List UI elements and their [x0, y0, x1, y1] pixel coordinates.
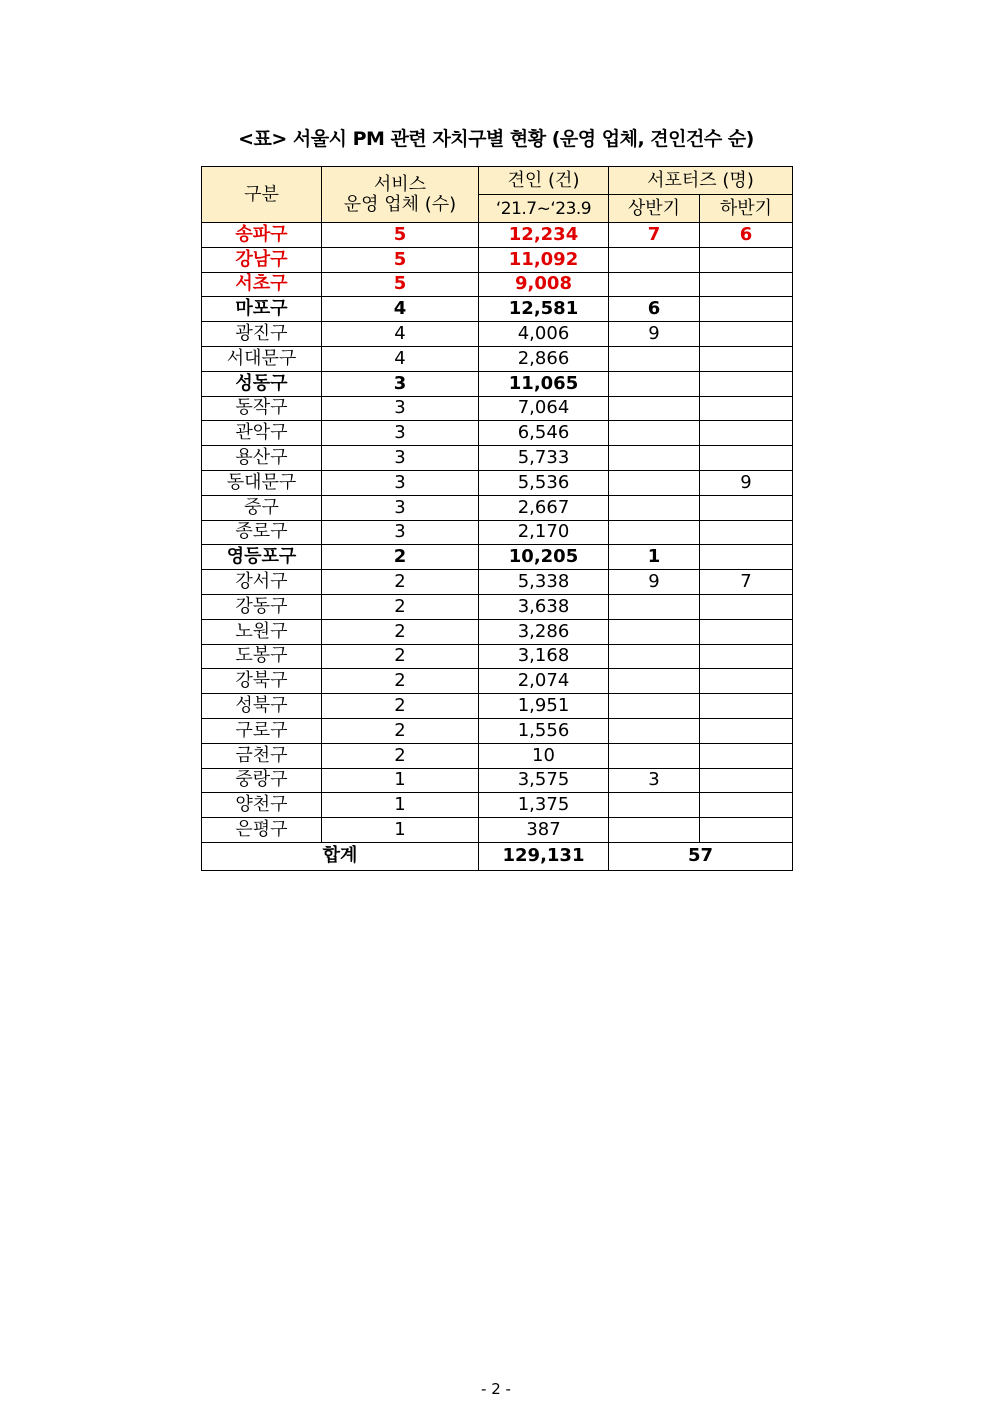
cell-district: 금천구	[202, 743, 322, 768]
cell-first-half	[609, 495, 700, 520]
header-operators	[322, 167, 479, 223]
cell-towing: 10	[479, 743, 609, 768]
cell-operators: 3	[322, 470, 479, 495]
cell-first-half	[609, 396, 700, 421]
cell-towing: 387	[479, 818, 609, 843]
cell-towing: 4,006	[479, 322, 609, 347]
table-row	[202, 297, 793, 322]
table-row	[202, 322, 793, 347]
cell-district: 강북구	[202, 669, 322, 694]
cell-first-half	[609, 371, 700, 396]
table-row	[202, 718, 793, 743]
cell-operators: 4	[322, 346, 479, 371]
cell-operators: 4	[322, 297, 479, 322]
cell-second-half	[700, 446, 793, 471]
table-row	[202, 818, 793, 843]
cell-first-half	[609, 446, 700, 471]
header-towing-period: ‘21.7~‘23.9	[479, 195, 609, 223]
cell-second-half	[700, 594, 793, 619]
cell-first-half	[609, 346, 700, 371]
cell-towing: 5,338	[479, 570, 609, 595]
table-row	[202, 694, 793, 719]
cell-second-half	[700, 619, 793, 644]
cell-district: 서초구	[202, 272, 322, 297]
cell-district: 도봉구	[202, 644, 322, 669]
cell-operators: 2	[322, 570, 479, 595]
cell-first-half	[609, 421, 700, 446]
cell-district: 강동구	[202, 594, 322, 619]
cell-operators: 2	[322, 644, 479, 669]
cell-second-half	[700, 272, 793, 297]
cell-district: 중구	[202, 495, 322, 520]
cell-towing: 3,168	[479, 644, 609, 669]
cell-towing: 1,556	[479, 718, 609, 743]
cell-towing: 11,065	[479, 371, 609, 396]
cell-towing: 3,286	[479, 619, 609, 644]
header-row-1	[202, 167, 793, 195]
cell-second-half	[700, 520, 793, 545]
cell-towing: 12,234	[479, 223, 609, 248]
cell-first-half: 3	[609, 768, 700, 793]
cell-first-half	[609, 793, 700, 818]
cell-operators: 2	[322, 619, 479, 644]
cell-second-half	[700, 346, 793, 371]
cell-district: 송파구	[202, 223, 322, 248]
cell-operators: 5	[322, 247, 479, 272]
table-row	[202, 371, 793, 396]
header-first-half: 상반기	[609, 195, 700, 223]
cell-first-half	[609, 272, 700, 297]
cell-district: 동대문구	[202, 470, 322, 495]
cell-first-half: 7	[609, 223, 700, 248]
cell-district: 동작구	[202, 396, 322, 421]
cell-second-half	[700, 694, 793, 719]
cell-second-half	[700, 247, 793, 272]
cell-second-half	[700, 768, 793, 793]
cell-second-half: 7	[700, 570, 793, 595]
cell-district: 구로구	[202, 718, 322, 743]
cell-first-half	[609, 470, 700, 495]
cell-second-half	[700, 495, 793, 520]
cell-towing: 10,205	[479, 545, 609, 570]
table-row	[202, 644, 793, 669]
cell-first-half	[609, 520, 700, 545]
cell-operators: 2	[322, 743, 479, 768]
cell-second-half	[700, 297, 793, 322]
cell-towing: 2,074	[479, 669, 609, 694]
table-row	[202, 421, 793, 446]
cell-first-half	[609, 619, 700, 644]
cell-first-half	[609, 694, 700, 719]
table-row	[202, 570, 793, 595]
cell-towing: 5,536	[479, 470, 609, 495]
cell-district: 관악구	[202, 421, 322, 446]
cell-district: 노원구	[202, 619, 322, 644]
table-row	[202, 545, 793, 570]
cell-district: 성북구	[202, 694, 322, 719]
cell-towing: 1,951	[479, 694, 609, 719]
header-supporters: 서포터즈 (명)	[609, 167, 793, 195]
cell-district: 강서구	[202, 570, 322, 595]
table-body	[202, 167, 793, 871]
header-towing: 견인 (건)	[479, 167, 609, 195]
cell-second-half	[700, 793, 793, 818]
cell-first-half	[609, 644, 700, 669]
cell-towing: 5,733	[479, 446, 609, 471]
table-row	[202, 793, 793, 818]
cell-towing: 9,008	[479, 272, 609, 297]
cell-operators: 2	[322, 694, 479, 719]
cell-district: 성동구	[202, 371, 322, 396]
cell-operators: 4	[322, 322, 479, 347]
cell-towing: 7,064	[479, 396, 609, 421]
cell-district: 종로구	[202, 520, 322, 545]
cell-operators: 5	[322, 223, 479, 248]
cell-towing: 2,170	[479, 520, 609, 545]
cell-district: 광진구	[202, 322, 322, 347]
table-row	[202, 272, 793, 297]
cell-second-half	[700, 743, 793, 768]
cell-first-half	[609, 669, 700, 694]
table-row	[202, 594, 793, 619]
cell-first-half	[609, 718, 700, 743]
cell-second-half	[700, 322, 793, 347]
cell-operators: 3	[322, 371, 479, 396]
cell-district: 중랑구	[202, 768, 322, 793]
cell-operators: 1	[322, 768, 479, 793]
cell-second-half: 6	[700, 223, 793, 248]
cell-district: 서대문구	[202, 346, 322, 371]
cell-second-half	[700, 669, 793, 694]
cell-first-half	[609, 247, 700, 272]
cell-second-half	[700, 718, 793, 743]
table-row	[202, 346, 793, 371]
cell-towing: 6,546	[479, 421, 609, 446]
cell-second-half	[700, 644, 793, 669]
table-row	[202, 247, 793, 272]
cell-towing: 3,575	[479, 768, 609, 793]
cell-operators: 3	[322, 520, 479, 545]
table-row	[202, 470, 793, 495]
cell-operators: 2	[322, 718, 479, 743]
cell-operators: 5	[322, 272, 479, 297]
header-second-half: 하반기	[700, 195, 793, 223]
cell-second-half	[700, 421, 793, 446]
cell-second-half	[700, 545, 793, 570]
page-number: - 2 -	[481, 1380, 511, 1398]
table-row	[202, 396, 793, 421]
table-row	[202, 223, 793, 248]
total-row	[202, 842, 793, 870]
cell-second-half	[700, 818, 793, 843]
header-operators-line1: 서비스	[373, 173, 427, 195]
cell-district: 마포구	[202, 297, 322, 322]
total-towing: 129,131	[479, 842, 609, 870]
cell-operators: 2	[322, 594, 479, 619]
table-row	[202, 619, 793, 644]
table-row	[202, 669, 793, 694]
cell-district: 강남구	[202, 247, 322, 272]
table-row	[202, 446, 793, 471]
cell-first-half: 9	[609, 322, 700, 347]
cell-operators: 3	[322, 446, 479, 471]
cell-towing: 2,866	[479, 346, 609, 371]
table-row	[202, 520, 793, 545]
total-label: 합계	[202, 842, 479, 870]
table-row	[202, 768, 793, 793]
table-title: <표> 서울시 PM 관련 자치구별 현황 (운영 업체, 견인건수 순)	[238, 128, 754, 150]
cell-operators: 3	[322, 396, 479, 421]
cell-district: 은평구	[202, 818, 322, 843]
cell-towing: 3,638	[479, 594, 609, 619]
cell-first-half: 1	[609, 545, 700, 570]
cell-first-half: 6	[609, 297, 700, 322]
cell-operators: 1	[322, 818, 479, 843]
cell-towing: 2,667	[479, 495, 609, 520]
cell-operators: 3	[322, 495, 479, 520]
cell-operators: 2	[322, 669, 479, 694]
cell-district: 용산구	[202, 446, 322, 471]
cell-district: 영등포구	[202, 545, 322, 570]
cell-first-half: 9	[609, 570, 700, 595]
cell-towing: 12,581	[479, 297, 609, 322]
table-row	[202, 743, 793, 768]
cell-towing: 1,375	[479, 793, 609, 818]
cell-first-half	[609, 743, 700, 768]
cell-operators: 1	[322, 793, 479, 818]
cell-second-half: 9	[700, 470, 793, 495]
header-operators-line2: 운영 업체 (수)	[343, 193, 457, 215]
header-district: 구분	[202, 167, 322, 223]
cell-towing: 11,092	[479, 247, 609, 272]
total-supporters: 57	[609, 842, 793, 870]
district-pm-table	[201, 166, 793, 871]
cell-operators: 2	[322, 545, 479, 570]
cell-district: 양천구	[202, 793, 322, 818]
cell-second-half	[700, 371, 793, 396]
cell-first-half	[609, 818, 700, 843]
cell-first-half	[609, 594, 700, 619]
table-row	[202, 495, 793, 520]
cell-operators: 3	[322, 421, 479, 446]
cell-second-half	[700, 396, 793, 421]
